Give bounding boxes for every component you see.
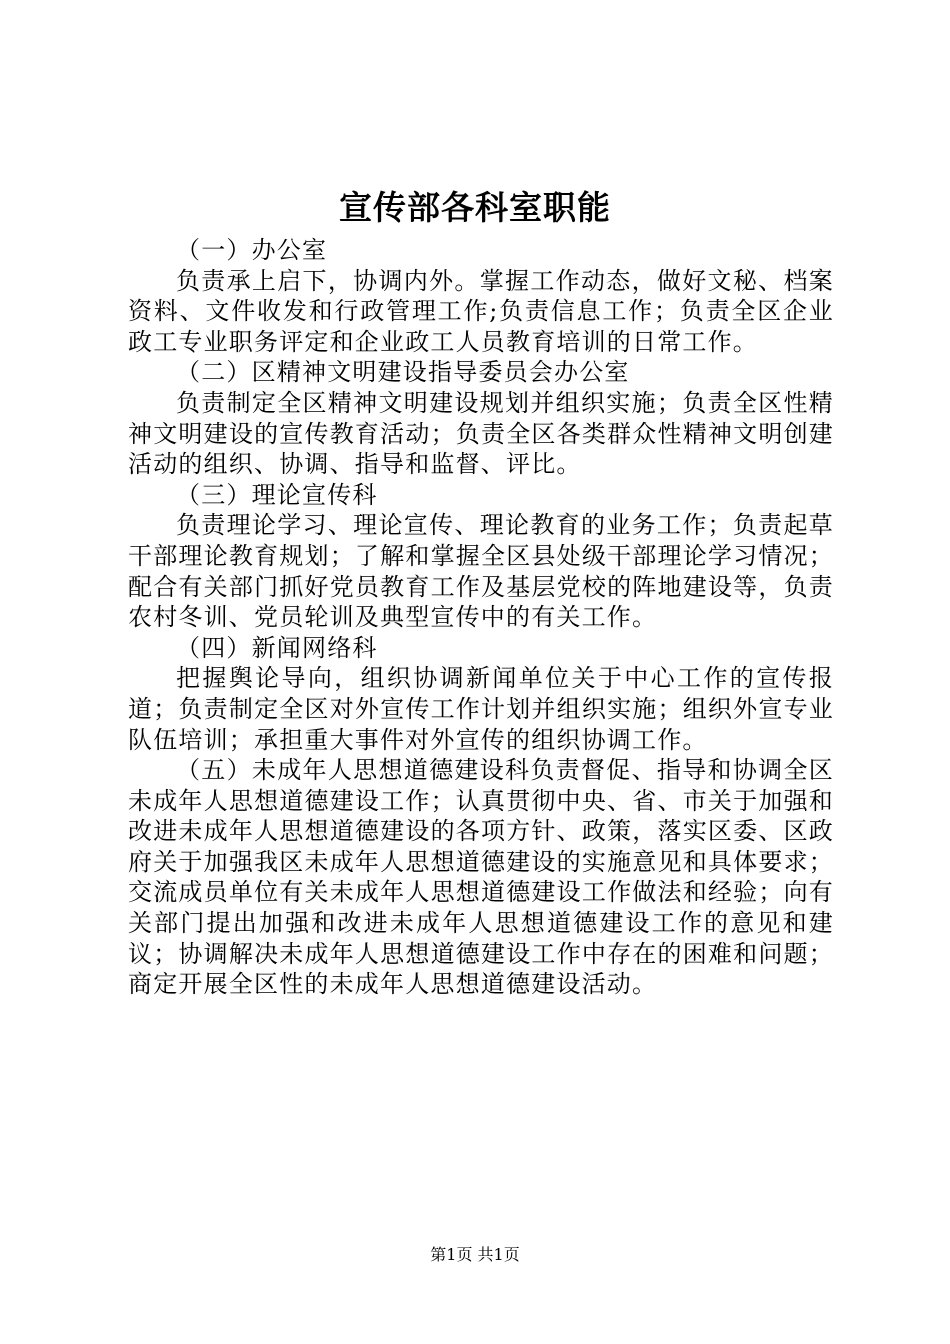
section-body-news-network: 把握舆论导向，组织协调新闻单位关于中心工作的宣传报道；负责制定全区对外宣传工作计划并组织实施；组织外宣专业队伍培训；承担重大事件对外宣传的组织协调工作。 xyxy=(128,664,834,754)
page-title: 宣传部各科室职能 xyxy=(339,188,611,227)
section-heading-news-network: （四）新闻网络科 xyxy=(176,633,378,662)
section-heading-civilization-office: （二）区精神文明建设指导委员会办公室 xyxy=(176,358,630,387)
section-heading-theory: （三）理论宣传科 xyxy=(176,480,378,509)
section-minors-moral-building: （五）未成年人思想道德建设科负责督促、指导和协调全区未成年人思想道德建设工作；认真贯彻中央、省、市关于加强和改进未成年人思想道德建设的各项方针、政策，落实区委、区政府关于加强我区未成年人思想道德建设的实施意见和具体要求；交流成员单位有关未成年人思想道德建设工作做法和经验；向有关部门提出加强和改进未成年人思想道德建设工作的意见和建议；协调解决未成年人思想道德建设工作中存在的困难和问题；商定开展全区性的未成年人思想道德建设活动。 xyxy=(128,756,834,999)
section-heading-office: （一）办公室 xyxy=(176,236,328,264)
section-body-civilization-office: 负责制定全区精神文明建设规划并组织实施；负责全区性精神文明建设的宣传教育活动；负责全区各类群众性精神文明创建活动的组织、协调、指导和监督、评比。 xyxy=(128,388,834,479)
section-body-office: 负责承上启下，协调内外。掌握工作动态，做好文秘、档案资料、文件收发和行政管理工作;负责信息工作；负责全区企业政工专业职务评定和企业政工人员教育培训的日常工作。 xyxy=(128,266,834,356)
page-footer: 第1页 共1页 xyxy=(430,1245,520,1264)
document-body xyxy=(128,235,834,1000)
section-body-theory: 负责理论学习、理论宣传、理论教育的业务工作；负责起草干部理论教育规划；了解和掌握全区县处级干部理论学习情况；配合有关部门抓好党员教育工作及基层党校的阵地建设等，负责农村冬训、党员轮训及典型宣传中的有关工作。 xyxy=(128,511,834,632)
